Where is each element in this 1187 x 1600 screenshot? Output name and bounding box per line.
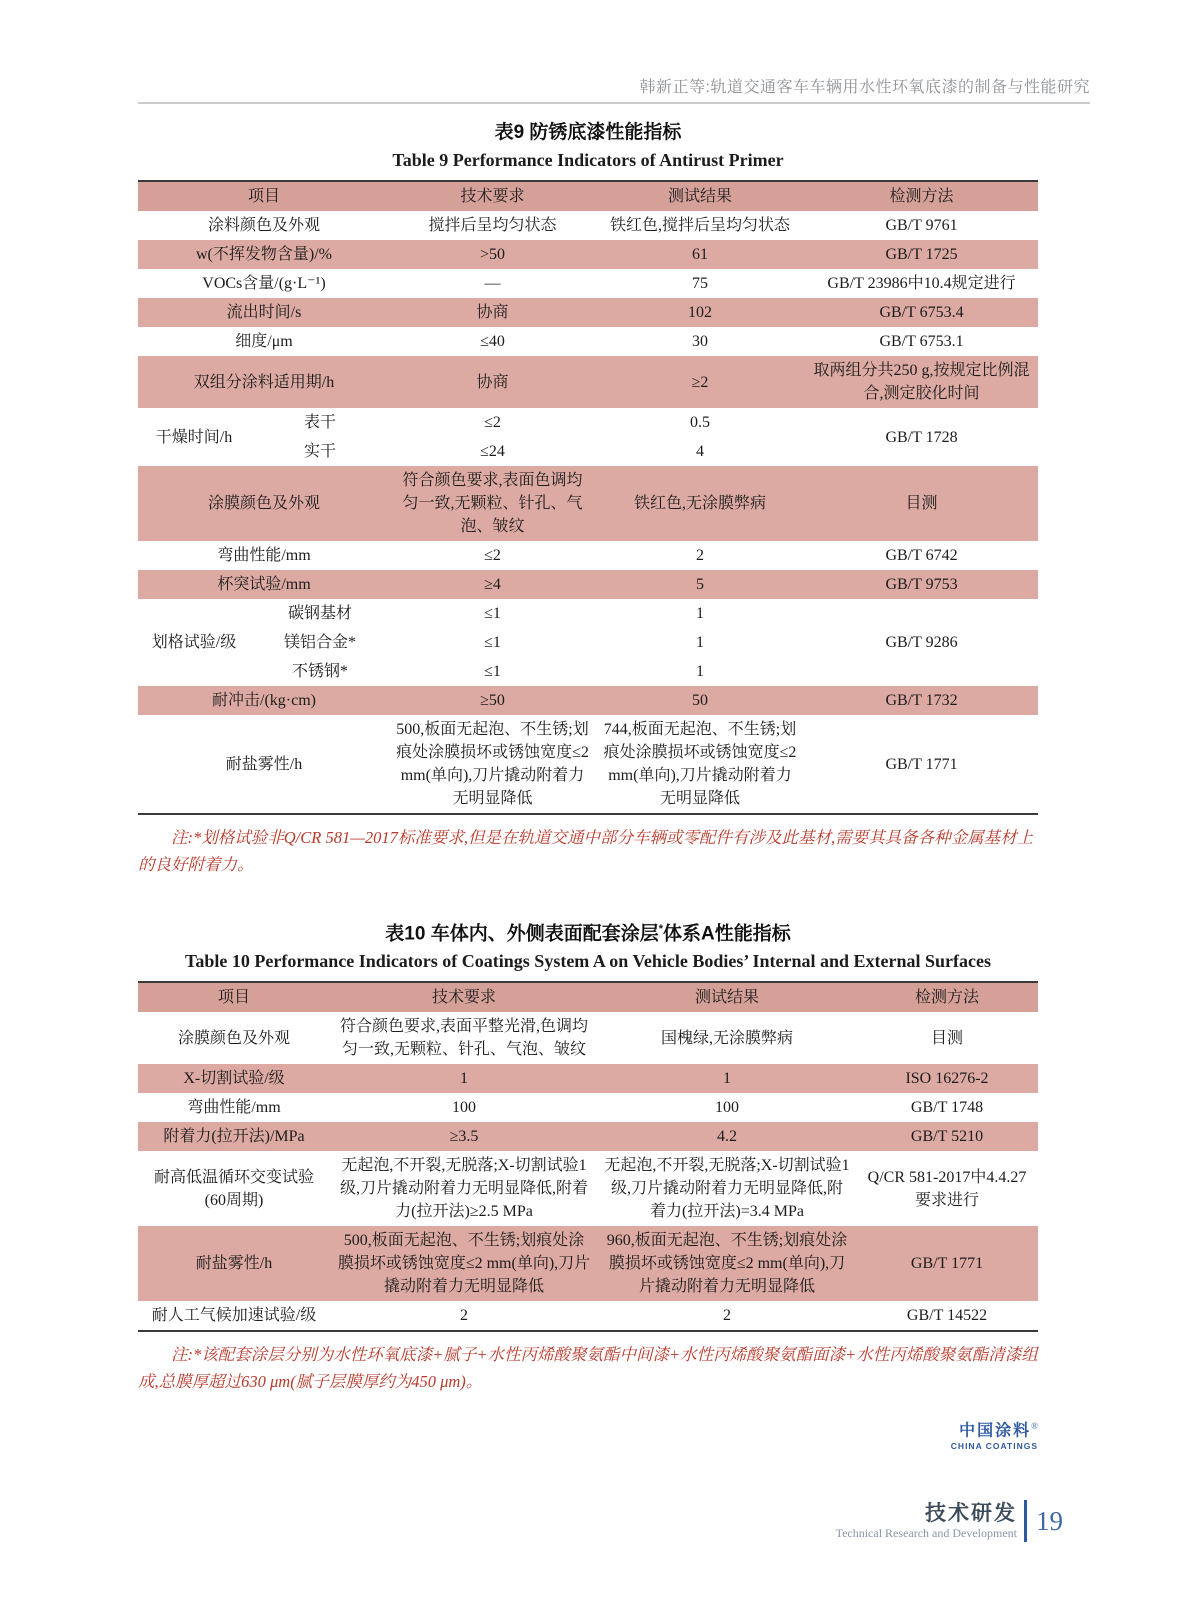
table10-title-cn (138, 916, 1038, 947)
cell-requirement: ≤24 (480, 443, 505, 460)
table10-title-superscript: * (658, 923, 663, 935)
table9 (138, 180, 1038, 815)
cell-requirement: 符合颜色要求,表面色调均匀一致,无颗粒、针孔、气泡、皱纹 (390, 466, 595, 541)
table-row (138, 1301, 1038, 1331)
table-row (138, 599, 1038, 628)
cell-method: GB/T 23986中10.4规定进行 (827, 275, 1016, 292)
col-header-requirement: 技术要求 (330, 982, 598, 1012)
cell-subitem: 碳钢基材 (288, 605, 353, 622)
cell-requirement: 协商 (390, 356, 595, 408)
table-row (138, 327, 1038, 356)
cell-method: GB/T 1771 (885, 755, 958, 773)
table-row (138, 356, 1038, 408)
table-row (138, 1012, 1038, 1064)
logo-text-en: CHINA COATINGS (950, 1440, 1038, 1451)
cell-item: 双组分涂料适用期/h (138, 356, 390, 408)
table-row (138, 1151, 1038, 1226)
cell-requirement: ≤1 (484, 663, 501, 680)
cell-item: 涂膜颜色及外观 (177, 1029, 290, 1047)
section-gap (138, 902, 1038, 916)
table10-footnote: 注:*该配套涂层分别为水性环氧底漆+腻子+水性丙烯酸聚氨酯中间漆+水性丙烯酸聚氨酯面漆+水性丙烯酸聚氨酯清漆组成,总膜厚超过630 μm(腻子层膜厚约为450 μm)。 (138, 1345, 1038, 1392)
cell-requirement: ≤1 (484, 634, 501, 651)
cell-result: 102 (595, 298, 805, 327)
page-footer (836, 1500, 1063, 1542)
cell-subitem: 实干 (304, 443, 337, 460)
cell-method: GB/T 5210 (856, 1122, 1038, 1151)
cell-result: 75 (692, 275, 709, 292)
cell-requirement: >50 (390, 240, 595, 269)
cell-requirement: ≥4 (390, 570, 595, 599)
table-row (138, 570, 1038, 599)
cell-item: 划格试验/级 (151, 634, 237, 651)
table-header-row (138, 982, 1038, 1012)
cell-subitem: 表干 (304, 414, 337, 431)
cell-result: ≥2 (595, 356, 805, 408)
cell-item: 弯曲性能/mm (217, 547, 311, 564)
col-header-item: 项目 (138, 181, 390, 211)
cell-item: 涂膜颜色及外观 (138, 466, 390, 541)
cell-item: 干燥时间/h (155, 428, 233, 446)
cell-result: 100 (715, 1099, 739, 1117)
cell-item: VOCs含量/(g·L⁻¹) (202, 275, 326, 292)
cell-requirement: — (484, 275, 501, 292)
cell-item: 流出时间/s (138, 298, 390, 327)
cell-item: 弯曲性能/mm (187, 1099, 281, 1117)
cell-requirement: 500,板面无起泡、不生锈;划痕处涂膜损坏或锈蚀宽度≤2 mm(单向),刀片撬动附着力无明显降低 (330, 1226, 598, 1301)
table-row (138, 240, 1038, 269)
cell-item: 细度/μm (235, 333, 293, 350)
cell-method: GB/T 1728 (885, 428, 958, 446)
table9-title-en: Table 9 Performance Indicators of Antirust Primer (392, 150, 784, 170)
col-header-result: 测试结果 (598, 982, 856, 1012)
cell-requirement: 100 (452, 1099, 476, 1117)
cell-item: X-切割试验/级 (138, 1064, 330, 1093)
cell-method: Q/CR 581-2017中4.4.27要求进行 (867, 1168, 1027, 1209)
cell-requirement: ≥3.5 (330, 1122, 598, 1151)
col-header-method: 检测方法 (805, 181, 1038, 211)
cell-requirement: 无起泡,不开裂,无脱落;X-切割试验1级,刀片撬动附着力无明显降低,附着力(拉开法)≥2.5 MPa (339, 1157, 588, 1221)
cell-requirement: 协商 (390, 298, 595, 327)
col-header-result: 测试结果 (595, 181, 805, 211)
cell-item: 杯突试验/mm (138, 570, 390, 599)
cell-result: 无起泡,不开裂,无脱落;X-切割试验1级,刀片撬动附着力无明显降低,附着力(拉开法)=3.4 MPa (604, 1157, 850, 1221)
cell-result: 国槐绿,无涂膜弊病 (660, 1029, 793, 1047)
page-content (138, 120, 1038, 1453)
table-row (138, 1064, 1038, 1093)
table-row (138, 715, 1038, 814)
cell-result: 1 (696, 663, 705, 680)
table-row (138, 466, 1038, 541)
table-row (138, 1226, 1038, 1301)
cell-item: 附着力(拉开法)/MPa (138, 1122, 330, 1151)
footer-section-en: Technical Research and Development (835, 1525, 1017, 1540)
cell-item: 耐人工气候加速试验/级 (151, 1307, 317, 1325)
cell-requirement: 2 (460, 1307, 468, 1325)
table-row (138, 408, 1038, 437)
cell-result: 铁红色,无涂膜弊病 (595, 466, 805, 541)
cell-method: GB/T 1748 (910, 1099, 984, 1117)
table10-title-en: Table 10 Performance Indicators of Coatings System A on Vehicle Bodies’ Internal and External Surfaces (185, 951, 991, 972)
table-row (138, 1122, 1038, 1151)
cell-method: 取两组分共250 g,按规定比例混合,测定胶化时间 (805, 356, 1038, 408)
cell-method: ISO 16276-2 (856, 1064, 1038, 1093)
table10-title-pre: 表10 车体内、外侧表面配套涂层 (385, 923, 659, 945)
cell-method: GB/T 1725 (805, 240, 1038, 269)
cell-requirement: ≥50 (390, 686, 595, 715)
cell-result: 4.2 (598, 1122, 856, 1151)
cell-item: 耐冲击/(kg·cm) (138, 686, 390, 715)
cell-item: 涂料颜色及外观 (208, 217, 321, 234)
cell-requirement: 500,板面无起泡、不生锈;划痕处涂膜损坏或锈蚀宽度≤2 mm(单向),刀片撬动附着力无明显降低 (396, 721, 589, 807)
logo-text-cn: 中国涂料 (959, 1422, 1032, 1440)
cell-requirement: 1 (330, 1064, 598, 1093)
cell-method: GB/T 9286 (885, 634, 958, 651)
table-row (138, 211, 1038, 240)
col-header-method: 检测方法 (856, 982, 1038, 1012)
cell-requirement: ≤2 (484, 547, 501, 564)
cell-result: 61 (595, 240, 805, 269)
cell-requirement: ≤2 (484, 414, 501, 431)
cell-result: 5 (595, 570, 805, 599)
page-number: 19 (1036, 1506, 1063, 1536)
cell-method: 目测 (930, 1029, 963, 1047)
cell-result: 1 (696, 634, 705, 651)
table9-title-cn: 表9 防锈底漆性能指标 (494, 122, 682, 143)
cell-result: 2 (723, 1307, 731, 1325)
cell-method: GB/T 6742 (885, 547, 958, 564)
table-header-row (138, 181, 1038, 211)
cell-requirement: 符合颜色要求,表面平整光滑,色调均匀一致,无颗粒、针孔、气泡、皱纹 (339, 1018, 588, 1059)
cell-result: 铁红色,搅拌后呈均匀状态 (610, 217, 791, 234)
running-head: 韩新正等:轨道交通客车车辆用水性环氧底漆的制备与性能研究 (639, 79, 1090, 96)
cell-method: GB/T 9761 (885, 217, 958, 234)
col-header-requirement: 技术要求 (390, 181, 595, 211)
table-row (138, 298, 1038, 327)
table10 (138, 981, 1038, 1332)
cell-result: 30 (692, 333, 709, 350)
cell-subitem: 不锈钢* (292, 663, 349, 680)
cell-method: GB/T 1771 (856, 1226, 1038, 1301)
cell-item: 耐盐雾性/h (225, 755, 303, 773)
footer-divider (1024, 1500, 1027, 1542)
cell-item: w(不挥发物含量)/% (138, 240, 390, 269)
header-rule (138, 102, 1090, 104)
footer-section (836, 1502, 1017, 1541)
cell-result: 50 (595, 686, 805, 715)
cell-requirement: 搅拌后呈均匀状态 (428, 217, 557, 234)
cell-result: 744,板面无起泡、不生锈;划痕处涂膜损坏或锈蚀宽度≤2 mm(单向),刀片撬动附着力无明显降低 (603, 721, 797, 807)
cell-method: GB/T 6753.4 (805, 298, 1038, 327)
cell-item: 耐盐雾性/h (138, 1226, 330, 1301)
cell-method: GB/T 14522 (906, 1307, 988, 1325)
col-header-item: 项目 (138, 982, 330, 1012)
cell-result: 0.5 (690, 414, 711, 431)
table-row (138, 1093, 1038, 1122)
cell-result: 4 (696, 443, 705, 460)
cell-result: 1 (696, 605, 705, 622)
table-row (138, 541, 1038, 570)
cell-result: 1 (598, 1064, 856, 1093)
cell-method: 目测 (805, 466, 1038, 541)
table10-title-post: 体系A性能指标 (662, 923, 791, 945)
table-row (138, 269, 1038, 298)
cell-method: GB/T 6753.1 (879, 333, 964, 350)
footer-section-cn: 技术研发 (925, 1501, 1017, 1525)
cell-item: 耐高低温循环交变试验(60周期) (153, 1168, 314, 1209)
cell-method: GB/T 1732 (805, 686, 1038, 715)
table-row (138, 686, 1038, 715)
cell-subitem: 镁铝合金* (284, 634, 357, 651)
china-coatings-logo (138, 1419, 1038, 1452)
registered-mark-icon: ® (1031, 1421, 1038, 1432)
cell-requirement: ≤40 (480, 333, 505, 350)
cell-result: 2 (696, 547, 705, 564)
cell-method: GB/T 9753 (805, 570, 1038, 599)
cell-result: 960,板面无起泡、不生锈;划痕处涂膜损坏或锈蚀宽度≤2 mm(单向),刀片撬动附着力无明显降低 (598, 1226, 856, 1301)
table9-footnote: 注:*划格试验非Q/CR 581—2017标准要求,但是在轨道交通中部分车辆或零配件有涉及此基材,需要其具备各种金属基材上的良好附着力。 (138, 828, 1034, 874)
cell-requirement: ≤1 (484, 605, 501, 622)
